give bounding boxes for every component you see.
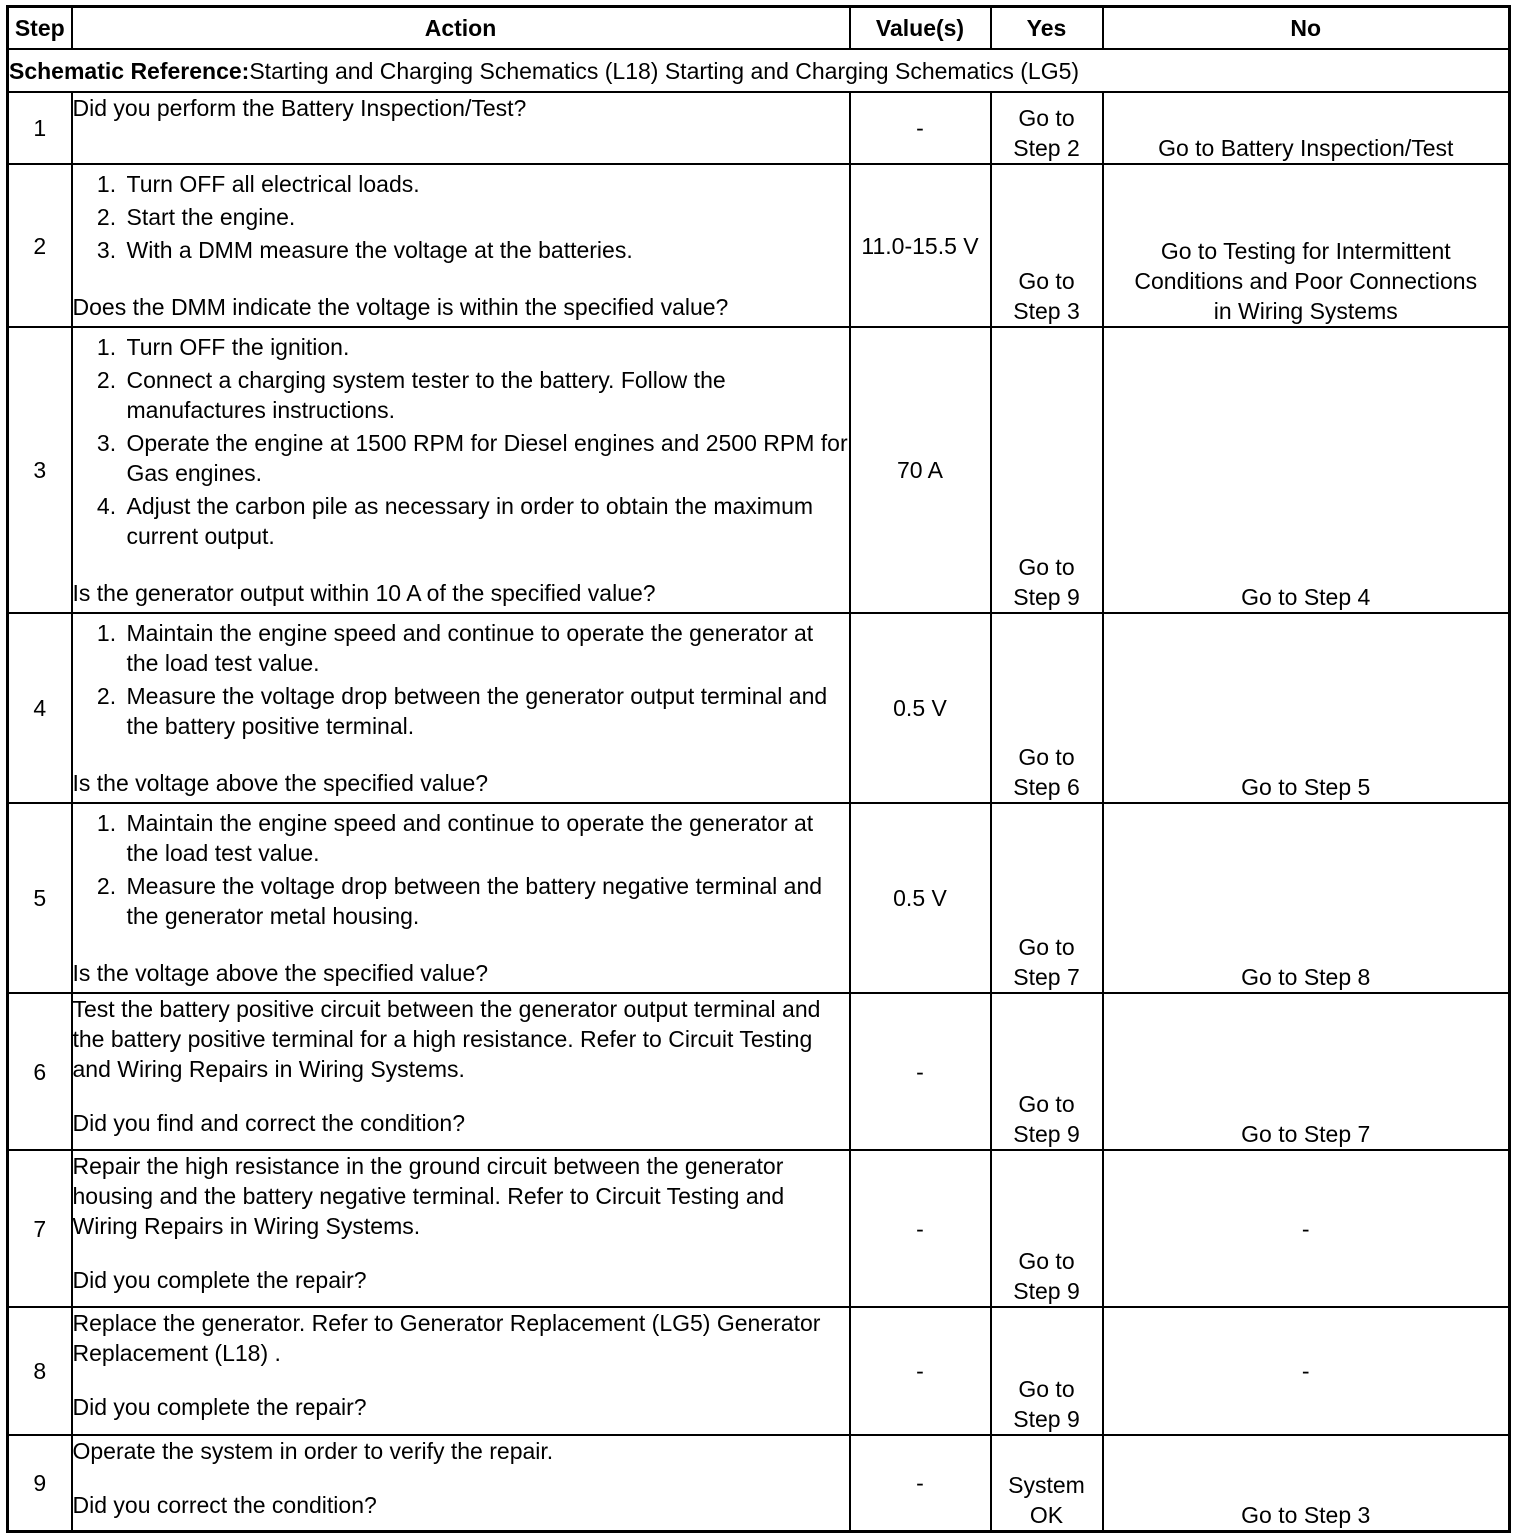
schematic-reference-label: Schematic Reference: — [9, 57, 250, 84]
schematic-reference — [8, 49, 1510, 92]
table-row — [8, 803, 1510, 993]
yes-cell — [991, 92, 1103, 164]
step-number: 2 — [8, 164, 72, 327]
no-line: in Wiring Systems — [1213, 298, 1398, 324]
action-steps-list — [73, 332, 849, 551]
action-steps-list — [73, 169, 849, 265]
no-cell: Go to Step 7 — [1103, 993, 1510, 1150]
yes-cell — [991, 164, 1103, 327]
step-number: 1 — [8, 92, 72, 164]
yes-line: OK — [1029, 1501, 1064, 1528]
schematic-reference-row — [8, 49, 1510, 92]
value-cell: - — [850, 92, 991, 164]
diagnostic-table — [6, 5, 1511, 1533]
yes-cell — [991, 1435, 1103, 1531]
no-cell — [1103, 164, 1510, 327]
yes-line: Step 9 — [1013, 584, 1080, 610]
table-row — [8, 1307, 1510, 1435]
action-cell — [72, 1307, 850, 1435]
yes-line: Step 3 — [1013, 298, 1080, 324]
yes-line: Go to — [1018, 554, 1075, 580]
value-cell: 0.5 V — [850, 803, 991, 993]
yes-cell — [991, 993, 1103, 1150]
action-step-item: 4. Adjust the carbon pile as necessary in order to obtain the maximum current output. — [123, 491, 849, 551]
yes-line: Step 2 — [1013, 135, 1080, 161]
action-step-item: 2. Start the engine. — [123, 202, 849, 232]
action-step-item: 1. Maintain the engine speed and continue to operate the generator at the load test value. — [123, 808, 849, 868]
step-number: 6 — [8, 993, 72, 1150]
no-cell: - — [1103, 1150, 1510, 1307]
step-number: 3 — [8, 327, 72, 613]
yes-cell — [991, 327, 1103, 613]
value-cell: - — [850, 1307, 991, 1435]
yes-cell — [991, 1307, 1103, 1435]
yes-line: Step 6 — [1013, 774, 1080, 800]
action-steps-list — [73, 808, 849, 931]
value-cell: 70 A — [850, 327, 991, 613]
no-cell: Go to Step 3 — [1103, 1435, 1510, 1531]
step-number: 5 — [8, 803, 72, 993]
action-cell — [72, 92, 850, 164]
no-cell: Go to Step 5 — [1103, 613, 1510, 803]
step-number: 4 — [8, 613, 72, 803]
action-question: Is the generator output within 10 A of the specified value? — [72, 580, 656, 606]
action-step-item: 2. Connect a charging system tester to the battery. Follow the manufactures instructions. — [123, 365, 849, 425]
action-cell — [72, 164, 850, 327]
action-text: Operate the system in order to verify the repair. — [72, 1438, 554, 1464]
step-number: 8 — [8, 1307, 72, 1435]
no-cell: Go to Step 8 — [1103, 803, 1510, 993]
action-question: Is the voltage above the specified value? — [72, 770, 489, 796]
action-step-item: 2. Measure the voltage drop between the battery negative terminal and the generator metal housing. — [123, 871, 849, 931]
action-steps-list — [73, 618, 849, 741]
no-cell: Go to Step 4 — [1103, 327, 1510, 613]
value-cell: 11.0-15.5 V — [850, 164, 991, 327]
schematic-reference-text: Starting and Charging Schematics (L18) Starting and Charging Schematics (LG5) — [249, 57, 1080, 84]
action-question: Did you complete the repair? — [72, 1394, 367, 1420]
yes-line: Go to — [1018, 1376, 1075, 1402]
action-cell — [72, 993, 850, 1150]
action-cell — [72, 327, 850, 613]
action-text: Repair the high resistance in the ground circuit between the generator housing and the battery negative terminal. Refer to Circuit Testing and Wiring Repairs in Wiring Systems. — [72, 1153, 785, 1239]
yes-cell — [991, 613, 1103, 803]
no-cell: - — [1103, 1307, 1510, 1435]
action-cell — [72, 1435, 850, 1531]
action-question: Did you complete the repair? — [72, 1267, 367, 1293]
table-row — [8, 1435, 1510, 1531]
header-step: Step — [8, 7, 72, 50]
yes-line: Step 9 — [1013, 1121, 1080, 1147]
no-line: Go to Testing for Intermittent — [1160, 238, 1451, 264]
step-number: 9 — [8, 1435, 72, 1531]
action-question: Did you find and correct the condition? — [72, 1110, 466, 1136]
yes-line: Go to — [1018, 1091, 1075, 1117]
table-row — [8, 613, 1510, 803]
table-row — [8, 993, 1510, 1150]
header-action: Action — [72, 7, 850, 50]
action-question: Does the DMM indicate the voltage is within the specified value? — [72, 294, 729, 320]
yes-line: Go to — [1018, 268, 1075, 294]
header-values: Value(s) — [850, 7, 991, 50]
step-number: 7 — [8, 1150, 72, 1307]
yes-line: System — [1008, 1471, 1085, 1498]
header-no: No — [1103, 7, 1510, 50]
action-step-item: 3. Operate the engine at 1500 RPM for Diesel engines and 2500 RPM for Gas engines. — [123, 428, 849, 488]
action-step-item: 1. Turn OFF the ignition. — [123, 332, 849, 362]
yes-cell — [991, 1150, 1103, 1307]
action-cell — [72, 613, 850, 803]
yes-line: Step 9 — [1013, 1406, 1080, 1432]
action-question: Is the voltage above the specified value? — [72, 960, 489, 986]
action-text: Test the battery positive circuit between the generator output terminal and the battery positive terminal for a high resistance. Refer to Circuit Testing and Wiring Repairs in Wiring Systems. — [72, 996, 821, 1082]
value-cell: 0.5 V — [850, 613, 991, 803]
action-cell — [72, 1150, 850, 1307]
table-row — [8, 327, 1510, 613]
yes-line: Go to — [1018, 105, 1075, 131]
no-cell: Go to Battery Inspection/Test — [1103, 92, 1510, 164]
action-step-item: 1. Turn OFF all electrical loads. — [123, 169, 849, 199]
action-step-item: 1. Maintain the engine speed and continue to operate the generator at the load test value. — [123, 618, 849, 678]
action-cell — [72, 803, 850, 993]
action-text: Replace the generator. Refer to Generator Replacement (LG5) Generator Replacement (L18) . — [72, 1310, 821, 1366]
yes-line: Go to — [1018, 1248, 1075, 1274]
action-text: Did you perform the Battery Inspection/Test? — [72, 95, 527, 121]
action-step-item: 3. With a DMM measure the voltage at the batteries. — [123, 235, 849, 265]
value-cell: - — [850, 993, 991, 1150]
yes-line: Go to — [1018, 744, 1075, 770]
action-question: Did you correct the condition? — [72, 1492, 377, 1518]
header-yes: Yes — [991, 7, 1103, 50]
header-row — [8, 7, 1510, 50]
yes-line: Go to — [1018, 934, 1075, 960]
table-row — [8, 164, 1510, 327]
no-line: Conditions and Poor Connections — [1134, 268, 1478, 294]
table-row — [8, 92, 1510, 164]
value-cell: - — [850, 1435, 991, 1531]
table-row — [8, 1150, 1510, 1307]
action-step-item: 2. Measure the voltage drop between the generator output terminal and the battery positive terminal. — [123, 681, 849, 741]
value-cell: - — [850, 1150, 991, 1307]
yes-cell — [991, 803, 1103, 993]
yes-line: Step 7 — [1013, 964, 1080, 990]
yes-line: Step 9 — [1013, 1278, 1080, 1304]
